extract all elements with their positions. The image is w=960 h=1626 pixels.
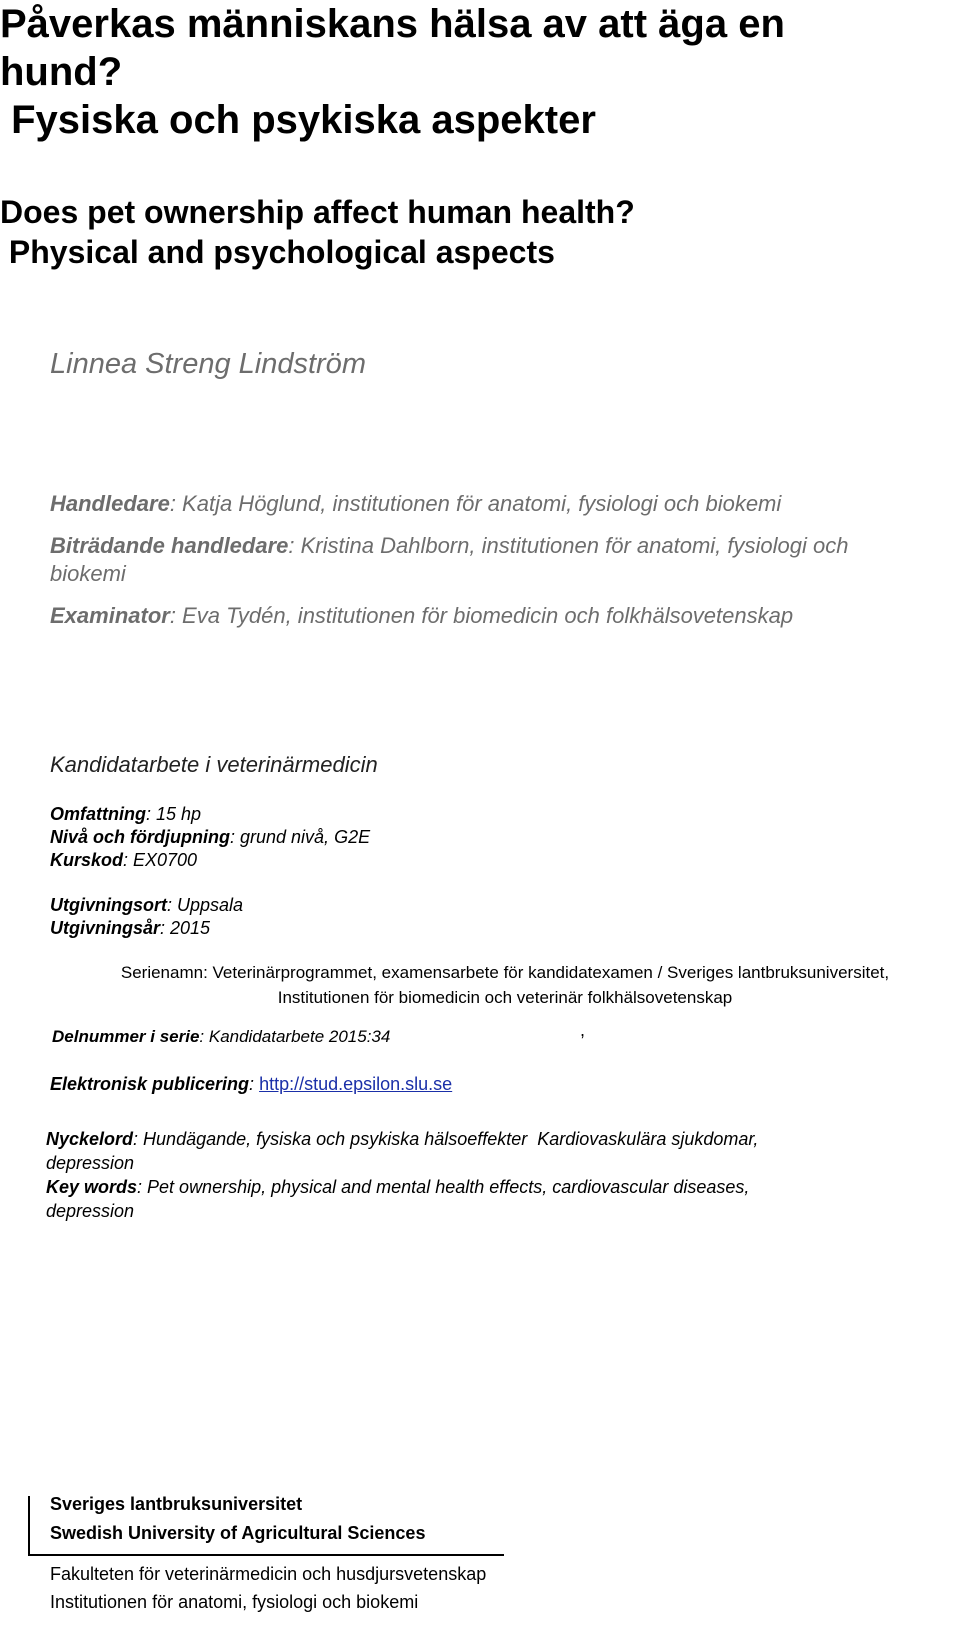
examinator-label: Examinator	[50, 603, 170, 628]
omfattning-line	[50, 804, 201, 825]
publicering-line	[50, 1074, 452, 1095]
utgivningsort-label: Utgivningsort	[50, 895, 167, 915]
keywords-label: Key words	[46, 1177, 138, 1197]
nyckelord-cont: depression	[46, 1153, 135, 1173]
publicering-label: Elektronisk publicering	[50, 1074, 250, 1094]
utgivningsar-line	[50, 918, 210, 939]
supervisor-line	[50, 490, 930, 518]
delnummer-comma: ,	[580, 1020, 586, 1040]
utgivningsar-label: Utgivningsår	[50, 918, 161, 938]
thesis-type: Kandidatarbete i veterinärmedicin	[50, 752, 378, 777]
author-name: Linnea Streng Lindström	[50, 348, 366, 380]
examiner-line	[50, 602, 930, 630]
niva-line	[50, 827, 370, 848]
footer-vertical-rule	[28, 1496, 30, 1554]
utgivningsar-value: : 2015	[160, 918, 211, 938]
title-en-line1: Does pet ownership affect human health?	[0, 194, 635, 230]
publicering-link[interactable]: http://stud.epsilon.slu.se	[259, 1074, 453, 1094]
delnummer-label: Delnummer i serie	[52, 1027, 200, 1046]
title-en-line2: Physical and psychological aspects	[0, 234, 555, 270]
assistant-supervisor-line	[50, 532, 930, 588]
university-name-en: Swedish University of Agricultural Sciences	[50, 1523, 426, 1543]
nyckelord-label: Nyckelord	[46, 1129, 134, 1149]
handledare-label: Handledare	[50, 491, 170, 516]
footer-horizontal-rule	[28, 1554, 504, 1556]
bitradande-label: Biträdande handledare	[50, 533, 289, 558]
omfattning-value: : 15 hp	[146, 804, 202, 824]
keywords-block	[46, 1175, 866, 1223]
title-sv-line2: hund?	[0, 50, 123, 94]
series-line1: Serienamn: Veterinärprogrammet, examensarbete för kandidatexamen / Sveriges lantbruksuniversitet,	[120, 963, 890, 982]
delnummer-value: : Kandidatarbete 2015:34	[199, 1027, 391, 1046]
utgivningsort-value: : Uppsala	[167, 895, 244, 915]
delnummer-line	[52, 1027, 390, 1047]
kurskod-line	[50, 850, 197, 871]
nyckelord-value: : Hundägande, fysiska och psykiska hälsoeffekter Kardiovaskulära sjukdomar,	[133, 1129, 759, 1149]
bitradande-value: : Kristina Dahlborn, institutionen för anatomi, fysiologi och biokemi	[50, 533, 849, 586]
department-name: Institutionen för anatomi, fysiologi och biokemi	[50, 1592, 419, 1612]
series-info	[50, 960, 960, 1010]
title-sv-line3: Fysiska och psykiska aspekter	[0, 98, 596, 142]
university-name-sv: Sveriges lantbruksuniversitet	[50, 1494, 303, 1514]
kurskod-label: Kurskod	[50, 850, 124, 870]
faculty-name: Fakulteten för veterinärmedicin och husdjursvetenskap	[50, 1564, 487, 1584]
title-sv-line1: Påverkas människans hälsa av att äga en	[0, 2, 785, 46]
keywords-cont: depression	[46, 1201, 135, 1221]
keywords-value: : Pet ownership, physical and mental health effects, cardiovascular diseases,	[137, 1177, 750, 1197]
niva-value: : grund nivå, G2E	[230, 827, 371, 847]
publicering-sep: :	[249, 1074, 260, 1094]
kurskod-value: : EX0700	[123, 850, 198, 870]
omfattning-label: Omfattning	[50, 804, 146, 824]
examinator-value: : Eva Tydén, institutionen för biomedicin och folkhälsovetenskap	[169, 603, 794, 628]
series-line2: Institutionen för biomedicin och veterinär folkhälsovetenskap	[277, 988, 733, 1007]
niva-label: Nivå och fördjupning	[50, 827, 230, 847]
title-sv	[0, 0, 960, 144]
utgivningsort-line	[50, 895, 243, 916]
nyckelord-block	[46, 1127, 866, 1175]
title-en	[0, 192, 960, 272]
handledare-value: : Katja Höglund, institutionen för anatomi, fysiologi och biokemi	[169, 491, 782, 516]
